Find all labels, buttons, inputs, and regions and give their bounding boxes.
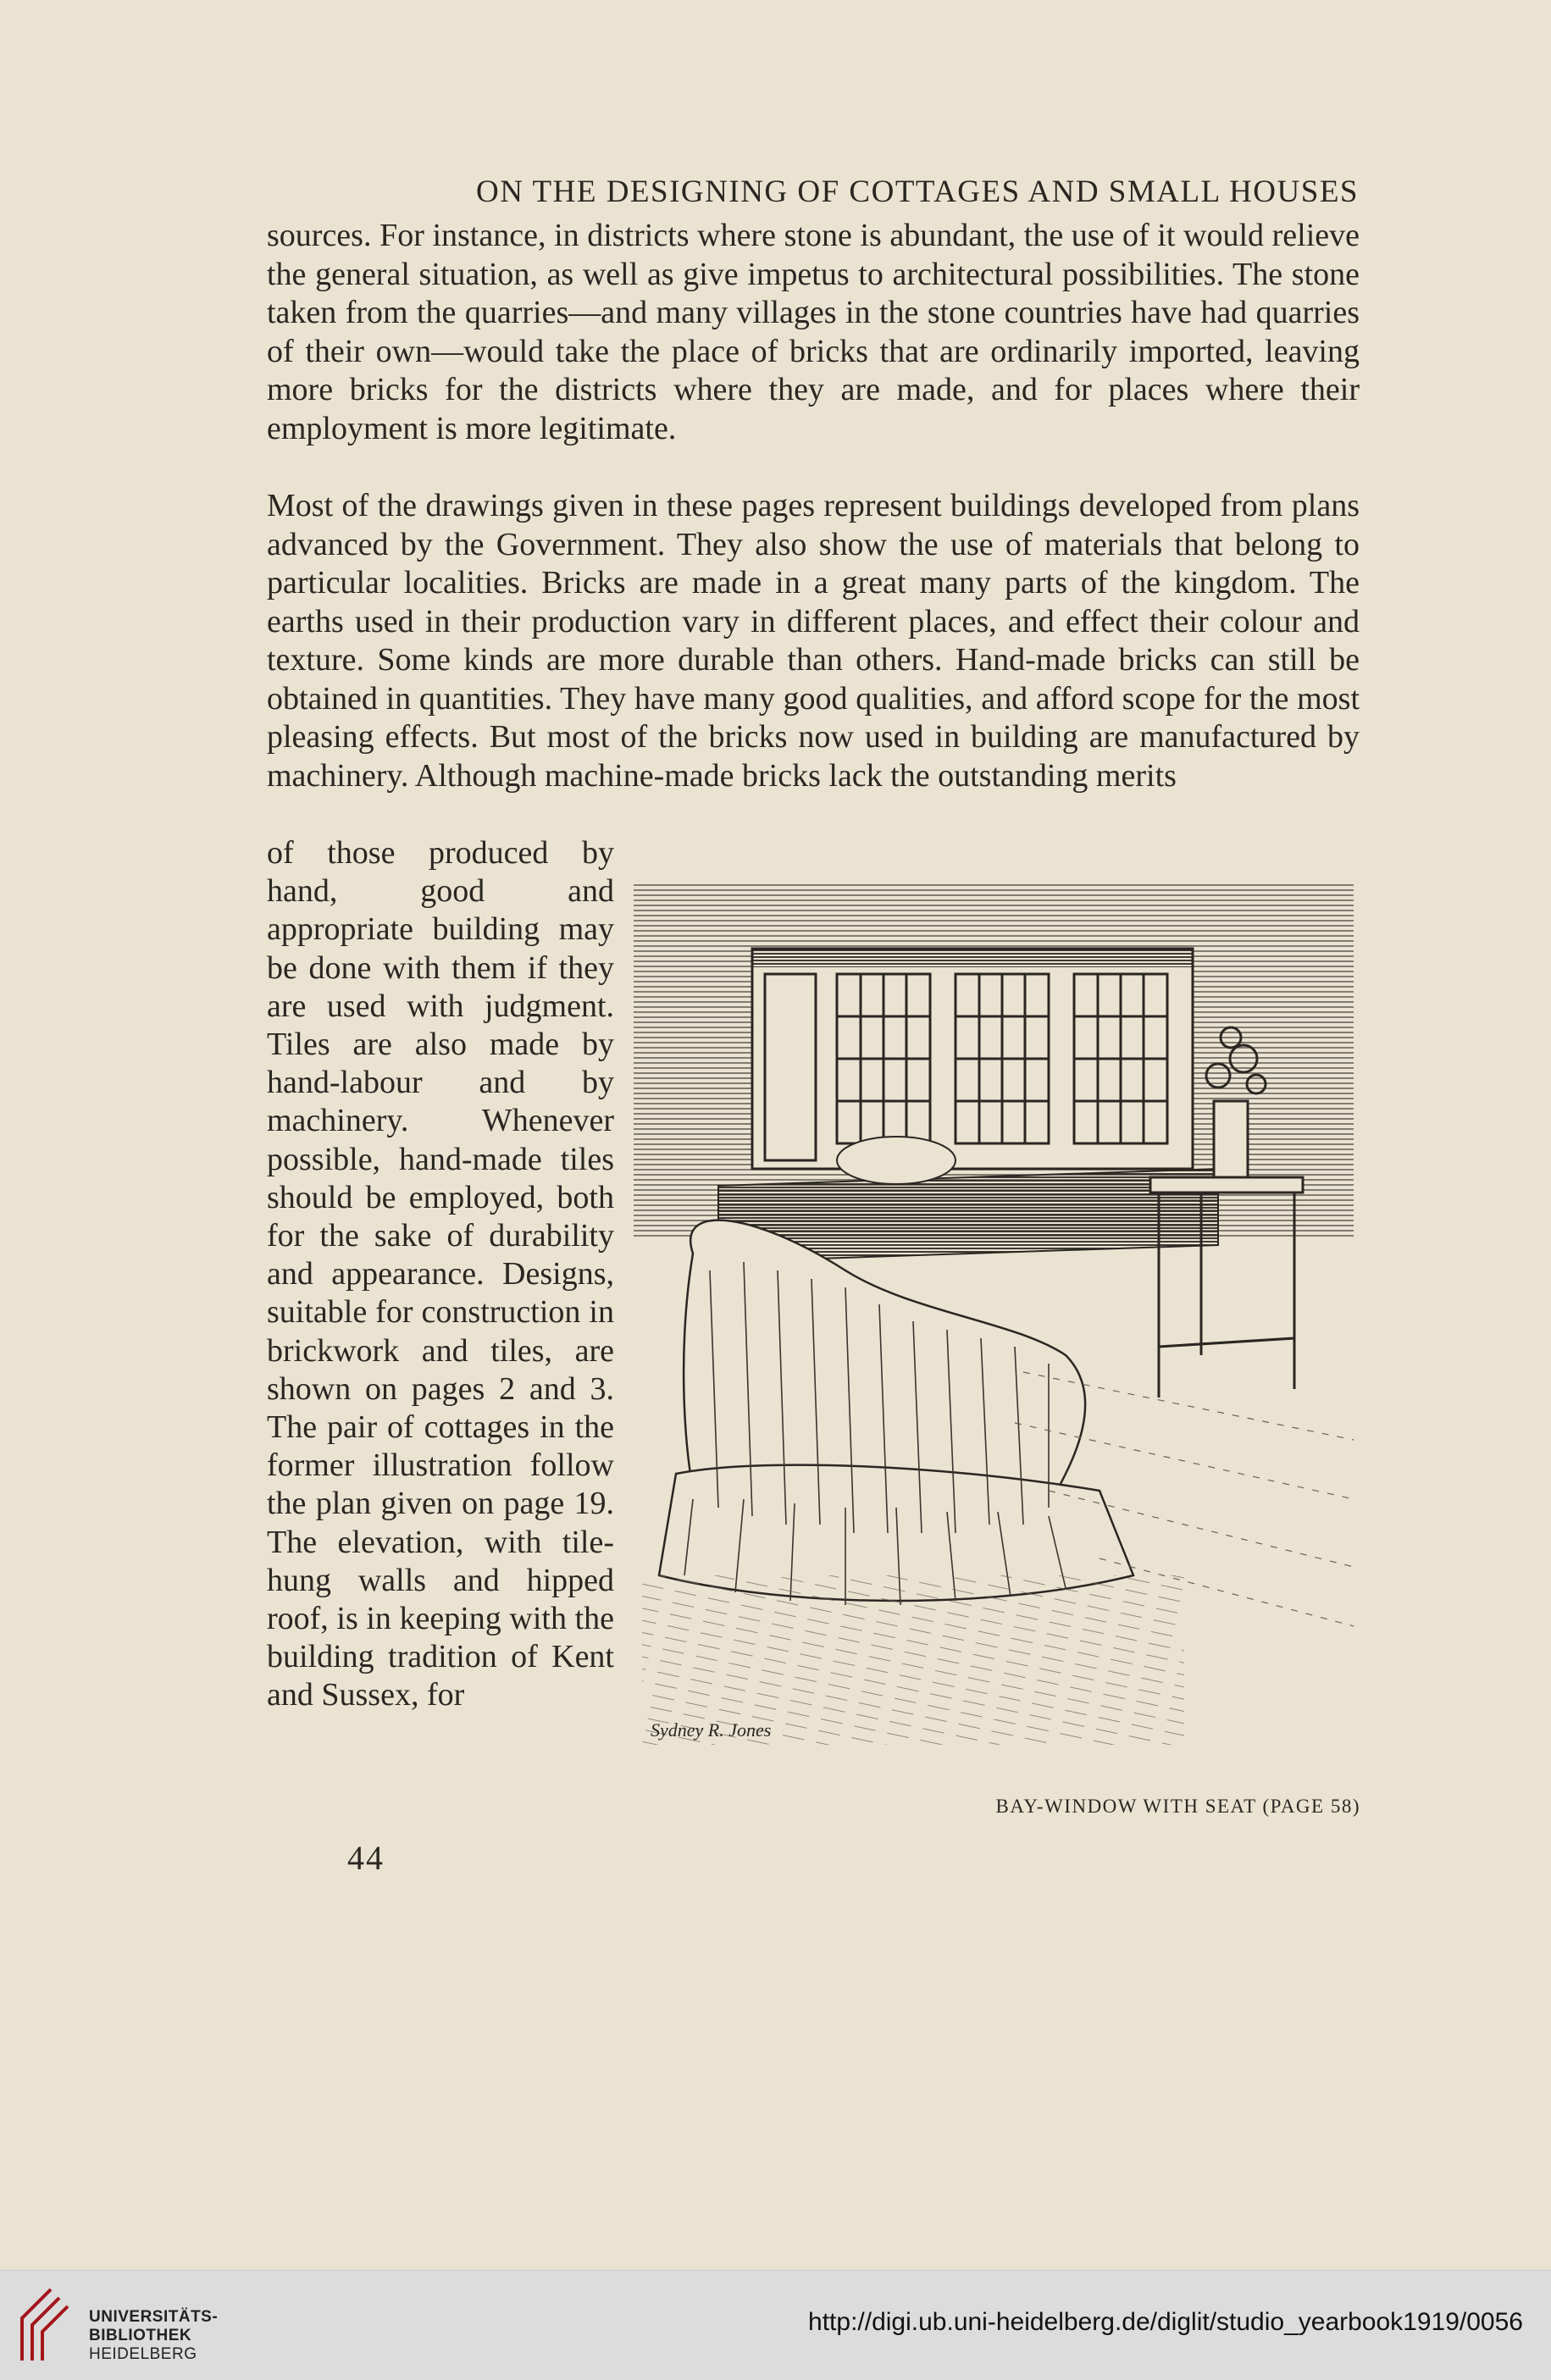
artist-signature: Sydney R. Jones <box>651 1719 772 1741</box>
page-number: 44 <box>347 1839 385 1877</box>
library-name: UNIVERSITÄTS- BIBLIOTHEK HEIDELBERG <box>89 2308 219 2363</box>
paragraph-2: Most of the drawings given in these pages represent buildings developed from plans advanced by the Government. They also show the use of materials that belong to particular localities. Bricks are made in a great many parts of the kingdom. The earths used in their production vary in different places, and effect their colour and texture. Some kinds are more durable than others. Hand-made bricks can still be obtained in quantities. They have many good qualities, and afford scope for the most pleasing effects. But most of the bricks now used in building are manufactured by machinery. Although machine-made bricks lack the outstanding merits <box>267 488 1360 794</box>
library-emblem-icon <box>8 2283 76 2367</box>
bay-window-illustration <box>625 847 1362 1779</box>
source-url-link[interactable]: http://digi.ub.uni-heidelberg.de/diglit/studio_yearbook1919/0056 <box>808 2308 1523 2336</box>
paragraph-3: of those produced by hand, good and appropriate building may be done with them if they are used with judgment. Tiles are also made by hand-labour and by machinery. Whenever possible, hand-made tiles should be employed, both for the sake of durability and appearance. Designs, suitable for construction in brickwork and tiles, are shown on pages 2 and 3. The pair of cottages in the former illustration follow the plan given on page 19. The elevation, with tile-hung walls and hipped roof, is in keeping with the building tradition of Kent and Sussex, for <box>267 835 614 1713</box>
figure-caption: BAY-WINDOW WITH SEAT (PAGE 58) <box>995 1796 1360 1817</box>
running-head: ON THE DESIGNING OF COTTAGES AND SMALL HOUSES <box>476 174 1359 209</box>
bay-window-drawing <box>625 847 1362 1779</box>
library-logo[interactable] <box>8 2283 263 2376</box>
viewer-footer <box>0 2270 1551 2380</box>
paragraph-1: sources. For instance, in districts where stone is abundant, the use of it would relieve the general situation, as well as give impetus to architectural possibilities. The stone taken from the quarries—and many villages in the stone countries have had quarries of their own—would take the place of bricks that are ordinarily imported, leaving more bricks for the districts where they are made, and for places where their employment is more legitimate. <box>267 218 1360 446</box>
